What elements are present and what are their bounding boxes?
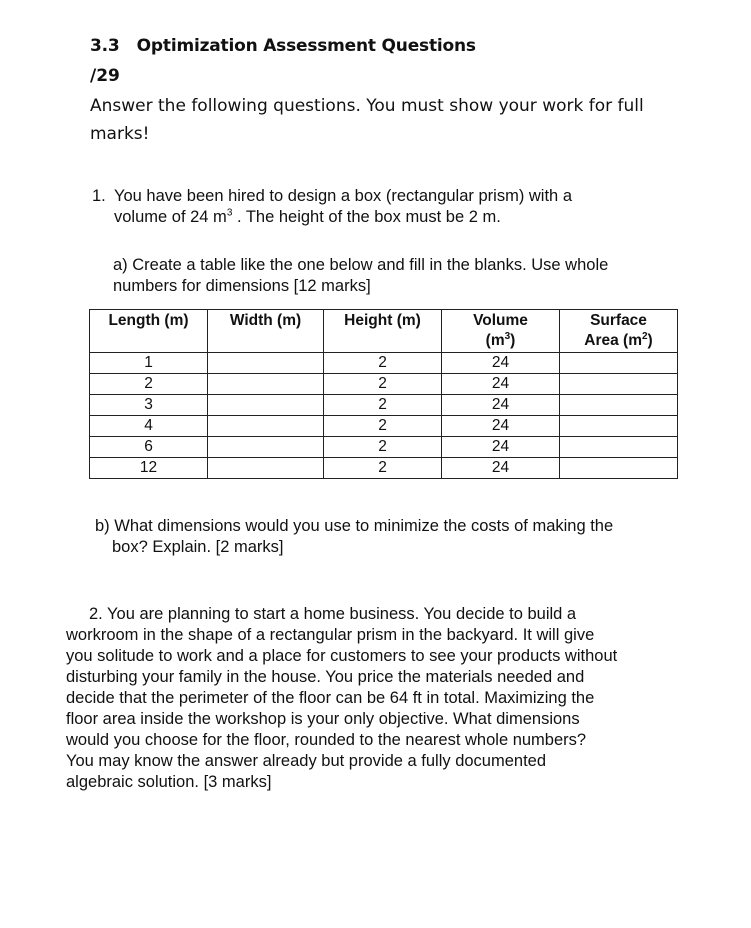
cell-volume: 24 <box>442 416 560 437</box>
header-height: Height (m) <box>324 310 442 353</box>
question-1a <box>113 255 703 297</box>
question-1a-line-2: numbers for dimensions [12 marks] <box>113 277 371 295</box>
table-row <box>90 437 678 458</box>
cell-surface-area <box>560 437 678 458</box>
question-2-line: algebraic solution. [3 marks] <box>66 773 272 791</box>
table-header-row <box>90 310 678 353</box>
table-row <box>90 458 678 479</box>
question-1 <box>92 186 692 228</box>
header-surface-area: Surface Area $(m^2)$ <box>560 310 678 353</box>
cell-length: 1 <box>90 353 208 374</box>
cell-height: 2 <box>324 353 442 374</box>
question-1-line-2: volume of 24 $m^3$ . The height of the box must be 2 m. <box>114 207 501 226</box>
cell-width <box>208 374 324 395</box>
question-2-line: workroom in the shape of a rectangular prism in the backyard. It will give <box>66 626 595 644</box>
cell-width <box>208 458 324 479</box>
cell-length: 2 <box>90 374 208 395</box>
cell-volume: 24 <box>442 395 560 416</box>
dimensions-table <box>89 309 678 479</box>
cell-height: 2 <box>324 437 442 458</box>
instructions: Answer the following questions. You must show your work for full marks! <box>90 96 644 144</box>
question-1b-line-1: b) What dimensions would you use to minimize the costs of making the <box>95 517 614 535</box>
total-score: /29 <box>90 66 120 86</box>
table-row <box>90 353 678 374</box>
cell-surface-area <box>560 416 678 437</box>
cell-height: 2 <box>324 395 442 416</box>
cell-width <box>208 437 324 458</box>
question-2-line: disturbing your family in the house. You price the materials needed and <box>66 668 585 686</box>
cell-height: 2 <box>324 374 442 395</box>
question-2-line: You may know the answer already but provide a fully documented <box>66 752 547 770</box>
cell-volume: 24 <box>442 437 560 458</box>
cell-width <box>208 395 324 416</box>
cell-surface-area <box>560 353 678 374</box>
question-2-line: 2. You are planning to start a home business. You decide to build a <box>89 605 577 623</box>
question-1-number: 1. <box>92 187 106 205</box>
cell-length: 3 <box>90 395 208 416</box>
cell-surface-area <box>560 374 678 395</box>
header-width: Width (m) <box>208 310 324 353</box>
cell-volume: 24 <box>442 374 560 395</box>
cell-surface-area <box>560 395 678 416</box>
cell-height: 2 <box>324 416 442 437</box>
cell-volume: 24 <box>442 353 560 374</box>
cell-width <box>208 353 324 374</box>
cell-length: 6 <box>90 437 208 458</box>
question-2-line: would you choose for the floor, rounded to the nearest whole numbers? <box>66 731 587 749</box>
table-row <box>90 416 678 437</box>
cell-height: 2 <box>324 458 442 479</box>
question-2-line: floor area inside the workshop is your only objective. What dimensions <box>66 710 580 728</box>
question-2-line: you solitude to work and a place for customers to see your products without <box>66 647 618 665</box>
question-1a-line-1: a) Create a table like the one below and fill in the blanks. Use whole <box>113 256 609 274</box>
cell-length: 12 <box>90 458 208 479</box>
cell-width <box>208 416 324 437</box>
question-1b-line-2: box? Explain. [2 marks] <box>112 538 284 556</box>
question-1b <box>95 516 695 558</box>
table-row <box>90 374 678 395</box>
cell-length: 4 <box>90 416 208 437</box>
cell-surface-area <box>560 458 678 479</box>
page-title: 3.3 Optimization Assessment Questions <box>90 36 476 56</box>
header-length: Length (m) <box>90 310 208 353</box>
question-2-line: decide that the perimeter of the floor can be 64 ft in total. Maximizing the <box>66 689 595 707</box>
table-row <box>90 395 678 416</box>
header-volume: Volume $(m^3)$ <box>442 310 560 353</box>
cell-volume: 24 <box>442 458 560 479</box>
question-2 <box>66 604 696 793</box>
question-1-line-1: You have been hired to design a box (rectangular prism) with a <box>114 187 572 205</box>
